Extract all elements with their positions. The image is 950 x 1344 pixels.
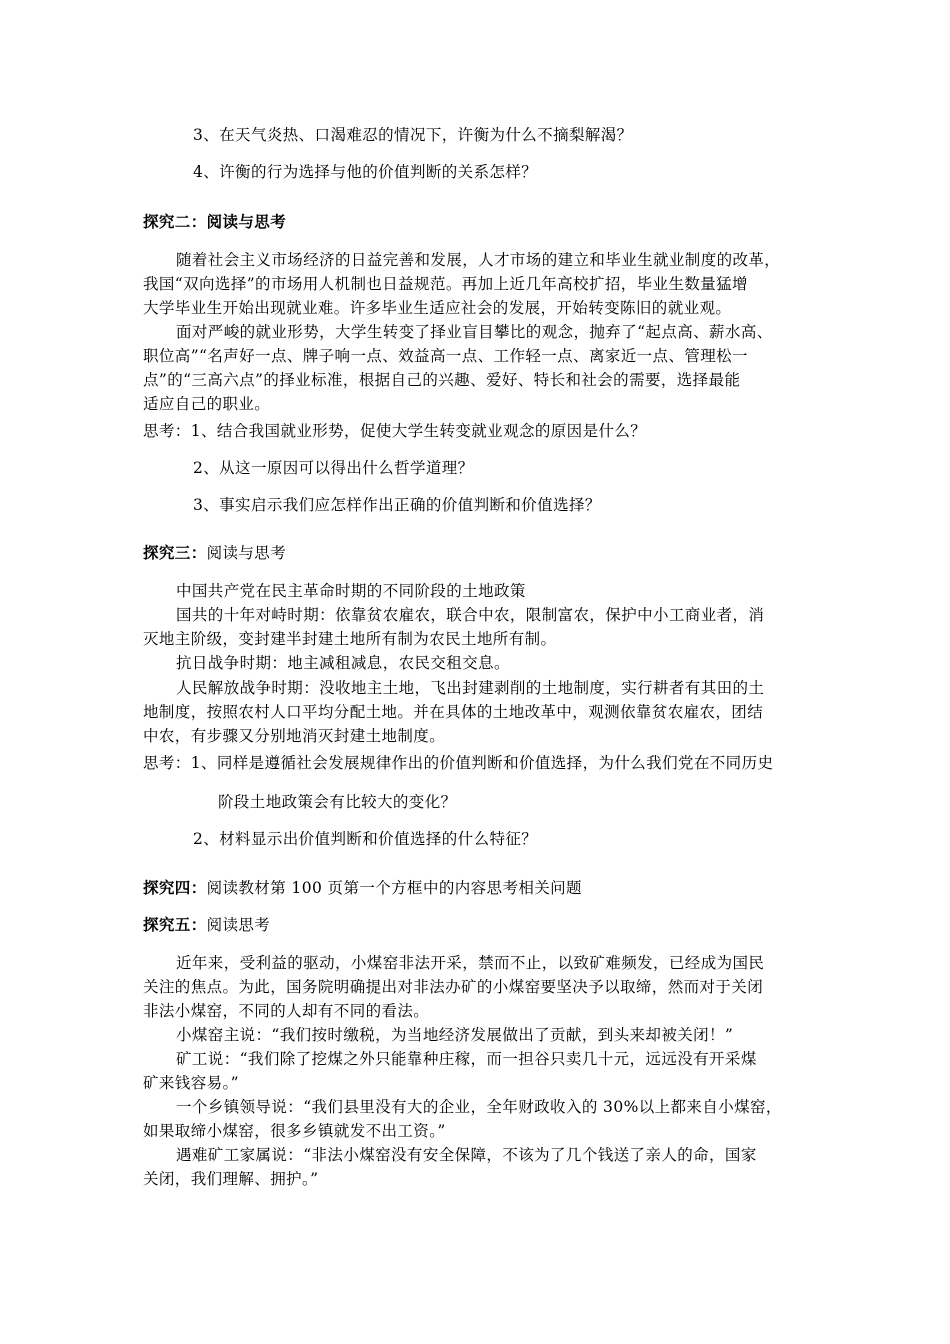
- paragraph-line: 遇难矿工家属说：“非法小煤窑没有安全保障，不该为了几个钱送了亲人的命，国家: [176, 1146, 757, 1164]
- section-4-label: 探究四：: [143, 878, 207, 897]
- paragraph-line: 中农，有步骤又分别地消灭封建土地制度。: [143, 727, 446, 745]
- question-4: 4、许衡的行为选择与他的价值判断的关系怎样？: [193, 163, 538, 181]
- paragraph-line: 我国“双向选择”的市场用人机制也日益规范。再加上近几年高校扩招，毕业生数量猛增: [143, 275, 748, 293]
- paragraph-line: 面对严峻的就业形势，大学生转变了择业盲目攀比的观念，抛弃了“起点高、薪水高、: [176, 323, 773, 341]
- paragraph-line: 近年来，受利益的驱动，小煤窑非法开采，禁而不止，以致矿难频发，已经成为国民: [176, 954, 765, 972]
- paragraph-line: 随着社会主义市场经济的日益完善和发展，人才市场的建立和毕业生就业制度的改革，: [176, 251, 781, 269]
- section-4-title: 阅读教材第 100 页第一个方框中的内容思考相关问题: [206, 879, 582, 897]
- paragraph-line: 人民解放战争时期：没收地主土地，飞出封建剥削的土地制度，实行耕者有其田的土: [176, 679, 765, 697]
- question-3: 3、在天气炎热、口渴难忍的情况下，许衡为什么不摘梨解渴？: [193, 126, 633, 144]
- think-question-2: 2、材料显示出价值判断和价值选择的什么特征？: [193, 830, 538, 848]
- think-question-2: 2、从这一原因可以得出什么哲学道理？: [193, 459, 474, 477]
- paragraph-line: 矿工说：“我们除了挖煤之外只能靠种庄稼，而一担谷只卖几十元，远远没有开采煤: [176, 1050, 757, 1068]
- section-5-title: 阅读思考: [206, 916, 271, 934]
- paragraph-line: 灭地主阶级，变封建半封建土地所有制为农民土地所有制。: [143, 630, 557, 648]
- paragraph-line: 适应自己的职业。: [143, 395, 271, 413]
- section-3-heading: [143, 542, 286, 564]
- think-question-1: 思考：1、结合我国就业形势，促使大学生转变就业观念的原因是什么？: [143, 422, 647, 440]
- section-2-heading: [143, 211, 286, 233]
- paragraph-line: 抗日战争时期：地主减租减息，农民交租交息。: [176, 654, 510, 672]
- section-5-heading: [143, 914, 270, 936]
- section-4-heading: [143, 877, 582, 899]
- paragraph-line: 点”的“三高六点”的择业标准，根据自己的兴趣、爱好、特长和社会的需要，选择最能: [143, 371, 741, 389]
- paragraph-line: 小煤窑主说：“我们按时缴税，为当地经济发展做出了贡献，到头来却被关闭！”: [176, 1026, 734, 1044]
- paragraph-line: 国共的十年对峙时期：依靠贫农雇农，联合中农，限制富农，保护中小工商业者，消: [176, 606, 765, 624]
- section-2-label: 探究二：阅读与思考: [143, 212, 287, 231]
- paragraph-line: 关注的焦点。为此，国务院明确提出对非法办矿的小煤窑要坚决予以取缔，然而对于关闭: [143, 978, 764, 996]
- paragraph-line: 关闭，我们理解、拥护。”: [143, 1170, 319, 1188]
- paragraph-line: 一个乡镇领导说：“我们县里没有大的企业，全年财政收入的 30%以上都来自小煤窑，: [176, 1098, 782, 1116]
- paragraph-line: 中国共产党在民主革命时期的不同阶段的土地政策: [176, 582, 526, 600]
- paragraph-line: 矿来钱容易。”: [143, 1074, 239, 1092]
- paragraph-line: 职位高”“名声好一点、牌子响一点、效益高一点、工作轻一点、离家近一点、管理松一: [143, 347, 748, 365]
- section-3-label: 探究三：: [143, 543, 207, 562]
- paragraph-line: 非法小煤窑，不同的人却有不同的看法。: [143, 1002, 430, 1020]
- paragraph-line: 地制度，按照农村人口平均分配土地。并在具体的土地改革中，观测依靠贫农雇农，团结: [143, 703, 764, 721]
- section-5-label: 探究五：: [143, 915, 207, 934]
- paragraph-line: 如果取缔小煤窑，很多乡镇就发不出工资。”: [143, 1122, 446, 1140]
- think-question-1: 思考：1、同样是遵循社会发展规律作出的价值判断和价值选择，为什么我们党在不同历史: [143, 754, 774, 772]
- think-question-3: 3、事实启示我们应怎样作出正确的价值判断和价值选择？: [193, 496, 601, 514]
- think-question-1-continued: 阶段土地政策会有比较大的变化？: [218, 793, 457, 811]
- section-3-title: 阅读与思考: [206, 544, 287, 562]
- paragraph-line: 大学毕业生开始出现就业难。许多毕业生适应社会的发展，开始转变陈旧的就业观。: [143, 299, 732, 317]
